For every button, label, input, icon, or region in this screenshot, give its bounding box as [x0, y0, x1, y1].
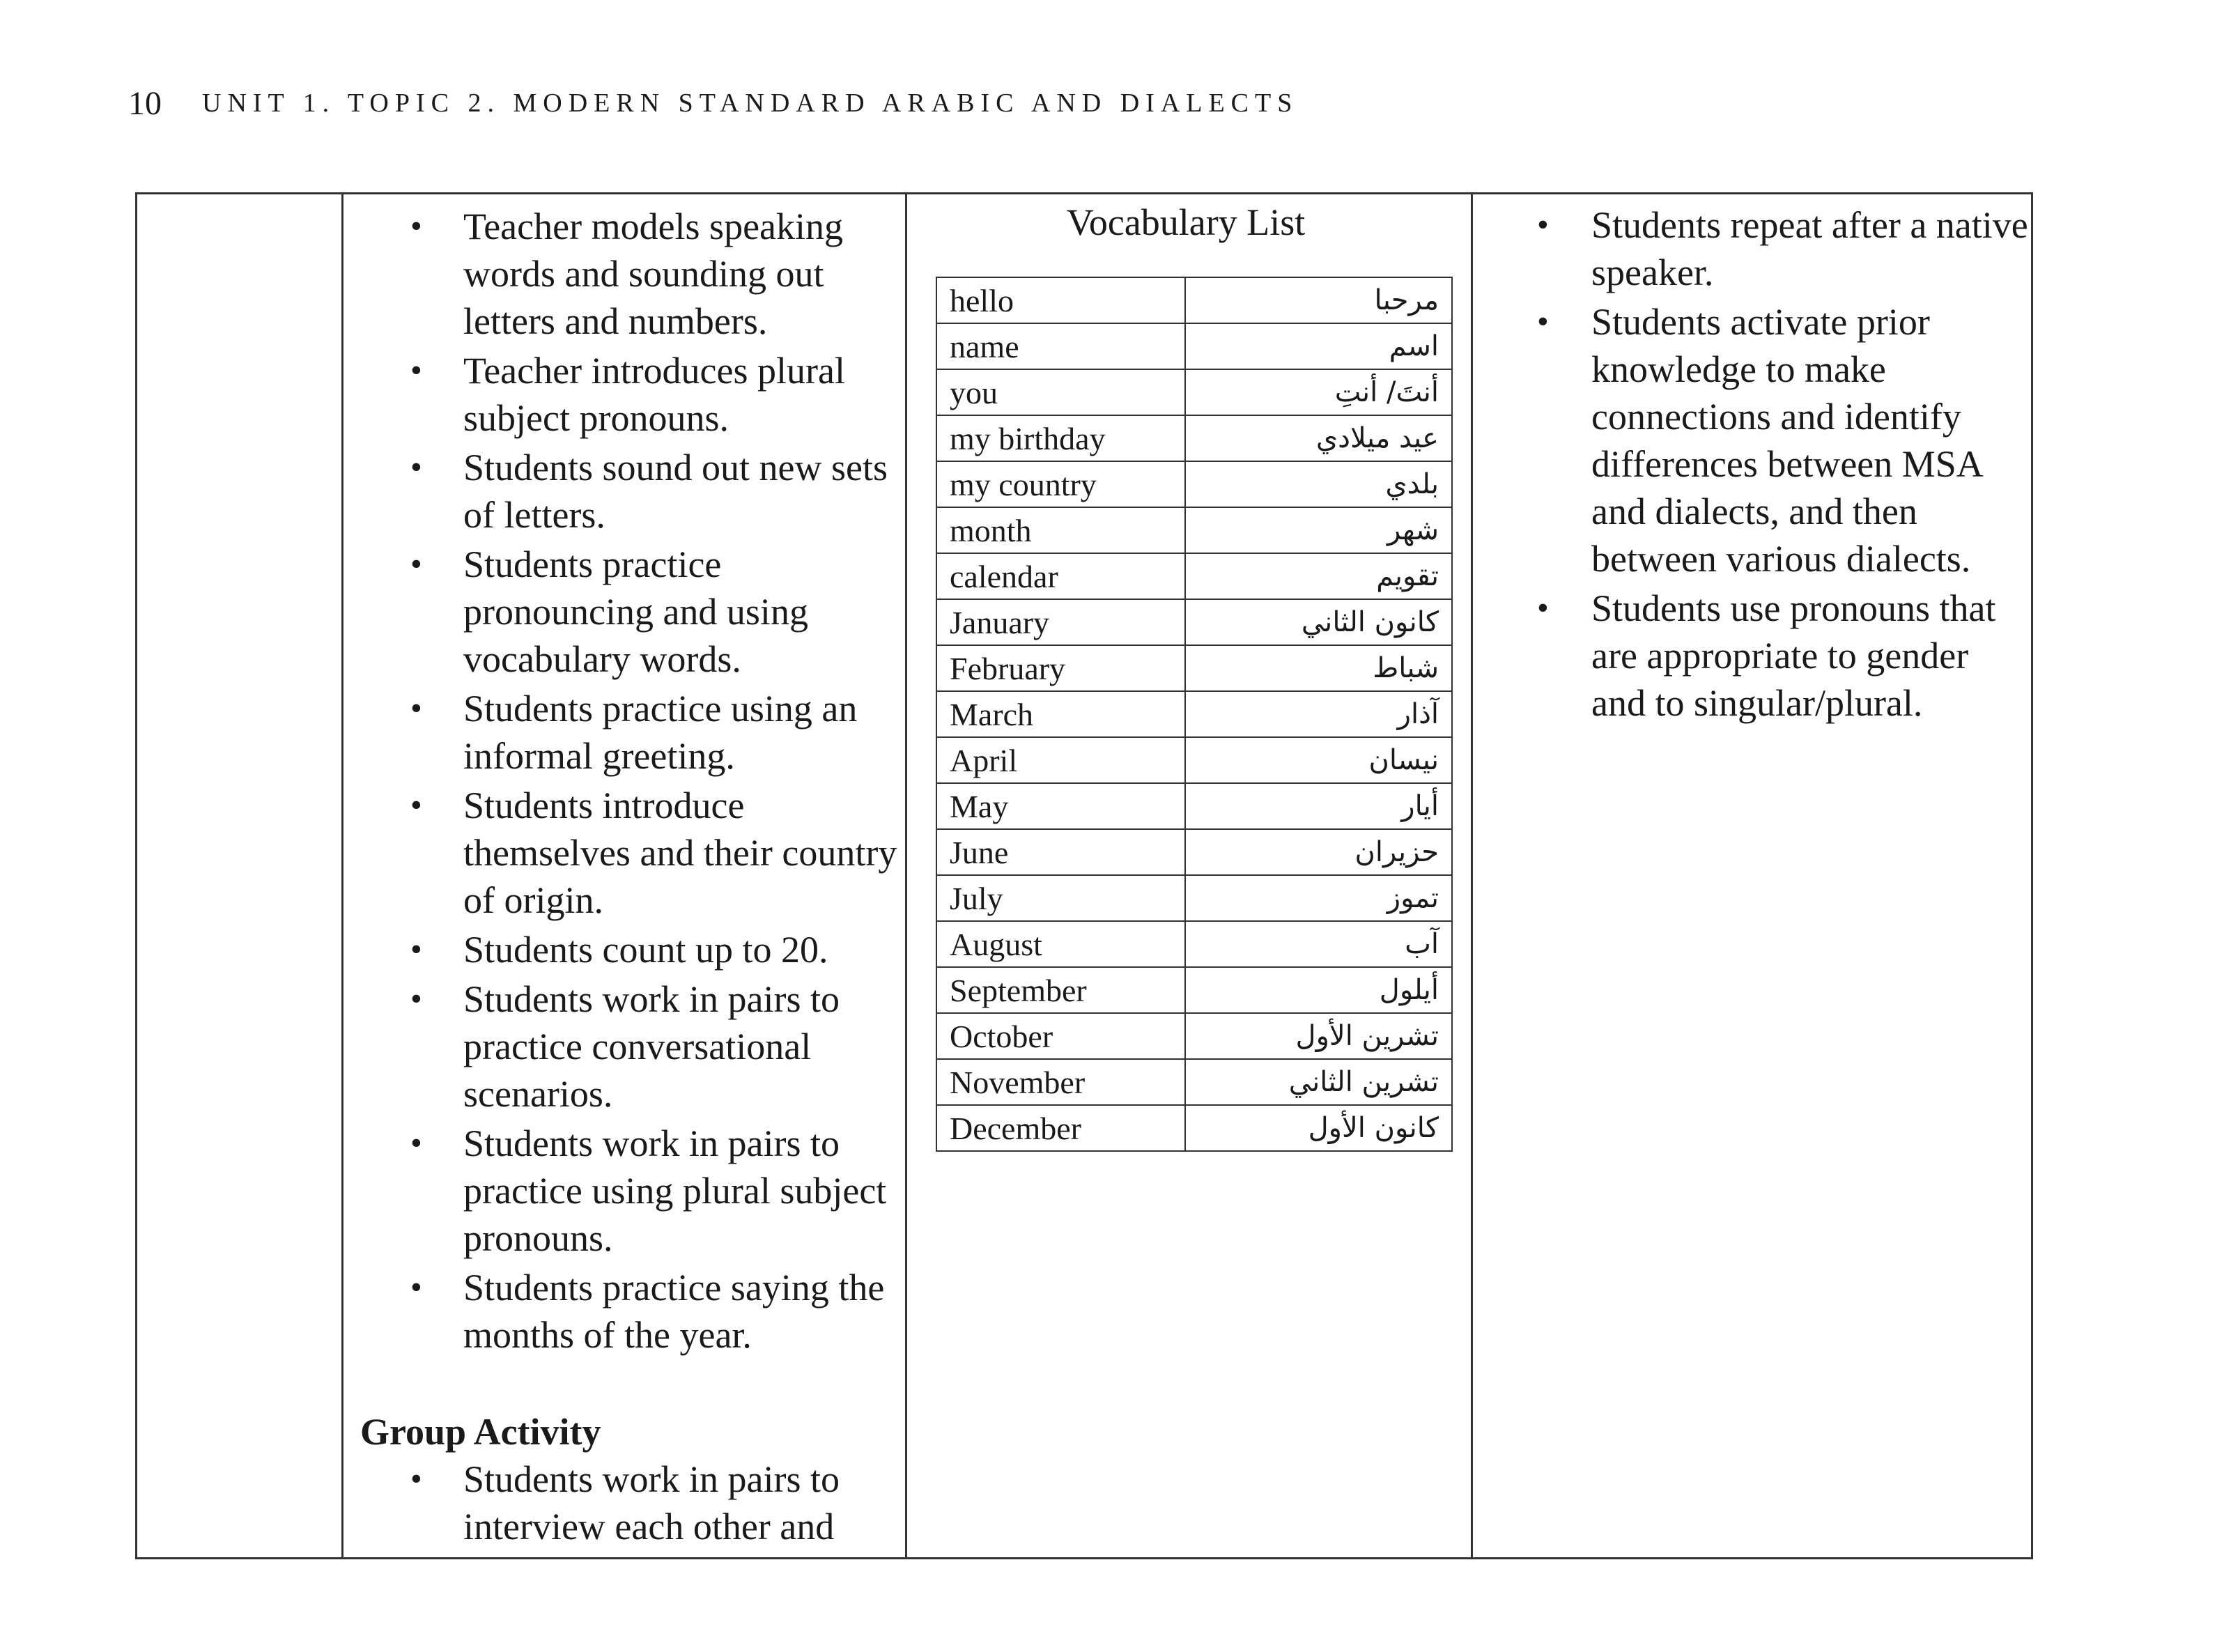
english-cell: November — [936, 1059, 1185, 1105]
list-item: • Students practice using an informal greeting. — [343, 685, 901, 780]
arabic-cell: مرحبا — [1185, 277, 1452, 323]
lesson-table — [135, 192, 2033, 1559]
table-row — [936, 921, 1452, 967]
english-cell: January — [936, 599, 1185, 645]
table-row — [936, 875, 1452, 921]
arabic-cell: تشرين الأول — [1185, 1013, 1452, 1059]
table-row — [936, 415, 1452, 461]
table-row — [936, 461, 1452, 507]
table-row — [936, 967, 1452, 1013]
list-item: • Students sound out new sets of letters. — [343, 444, 901, 539]
list-item: • Teacher models speaking words and sounding out letters and numbers. — [343, 203, 901, 345]
vocabulary-column — [907, 194, 1473, 1557]
table-row — [936, 369, 1452, 415]
english-cell: my birthday — [936, 415, 1185, 461]
english-cell: month — [936, 507, 1185, 553]
table-row — [936, 1059, 1452, 1105]
english-cell: my country — [936, 461, 1185, 507]
arabic-cell: شهر — [1185, 507, 1452, 553]
english-cell: March — [936, 691, 1185, 737]
list-item: • Students practice saying the months of the year. — [343, 1264, 901, 1359]
running-title: UNIT 1. TOPIC 2. MODERN STANDARD ARABIC AND DIALECTS — [202, 88, 1299, 118]
group-activity-heading: Group Activity — [360, 1411, 601, 1453]
list-item: • Students work in pairs to practice conversational scenarios. — [343, 975, 901, 1118]
arabic-cell: آذار — [1185, 691, 1452, 737]
english-cell: you — [936, 369, 1185, 415]
list-item: • Students work in pairs to interview each other and — [343, 1456, 901, 1550]
english-cell: July — [936, 875, 1185, 921]
arabic-cell: عيد ميلادي — [1185, 415, 1452, 461]
arabic-cell: تقويم — [1185, 553, 1452, 599]
vocabulary-table — [936, 277, 1453, 1152]
list-item: • Teacher introduces plural subject pronouns. — [343, 347, 901, 442]
english-cell: August — [936, 921, 1185, 967]
table-row — [936, 553, 1452, 599]
arabic-cell: كانون الأول — [1185, 1105, 1452, 1151]
arabic-cell: آب — [1185, 921, 1452, 967]
activities-column — [343, 194, 907, 1557]
group-activity-list — [343, 1456, 901, 1552]
arabic-cell: أيلول — [1185, 967, 1452, 1013]
english-cell: May — [936, 783, 1185, 829]
english-cell: February — [936, 645, 1185, 691]
list-item: • Students count up to 20. — [343, 926, 901, 973]
table-row — [936, 277, 1452, 323]
table-row — [936, 1013, 1452, 1059]
english-cell: hello — [936, 277, 1185, 323]
page-number: 10 — [128, 84, 162, 122]
table-row — [936, 783, 1452, 829]
table-row — [936, 691, 1452, 737]
table-row — [936, 829, 1452, 875]
table-row — [936, 323, 1452, 369]
arabic-cell: بلدي — [1185, 461, 1452, 507]
english-cell: calendar — [936, 553, 1185, 599]
list-item: • Students introduce themselves and their country of origin. — [343, 782, 901, 924]
list-item: • Students work in pairs to practice using plural subject pronouns. — [343, 1120, 901, 1262]
arabic-cell: كانون الثاني — [1185, 599, 1452, 645]
running-head — [128, 82, 1298, 124]
activities-list — [343, 203, 901, 1361]
english-cell: December — [936, 1105, 1185, 1151]
english-cell: April — [936, 737, 1185, 783]
english-cell: June — [936, 829, 1185, 875]
arabic-cell: اسم — [1185, 323, 1452, 369]
list-item: • Students use pronouns that are appropriate to gender and to singular/plural. — [1473, 585, 2030, 727]
table-row — [936, 1105, 1452, 1151]
arabic-cell: تموز — [1185, 875, 1452, 921]
list-item: • Students practice pronouncing and using vocabulary words. — [343, 541, 901, 683]
list-item: • Students repeat after a native speaker. — [1473, 201, 2030, 296]
english-cell: name — [936, 323, 1185, 369]
table-row — [936, 599, 1452, 645]
arabic-cell: تشرين الثاني — [1185, 1059, 1452, 1105]
table-row — [936, 645, 1452, 691]
arabic-cell: شباط — [1185, 645, 1452, 691]
table-row — [936, 507, 1452, 553]
table-row — [936, 737, 1452, 783]
arabic-cell: أنتَ/ أنتِ — [1185, 369, 1452, 415]
english-cell: September — [936, 967, 1185, 1013]
arabic-cell: حزيران — [1185, 829, 1452, 875]
arabic-cell: أيار — [1185, 783, 1452, 829]
outcomes-column — [1473, 194, 2033, 1557]
empty-column — [137, 194, 343, 1557]
vocabulary-title: Vocabulary List — [1066, 201, 1306, 243]
outcomes-list — [1473, 201, 2030, 729]
list-item: • Students activate prior knowledge to make connections and identify differences between MSA and dialects, and then between various dialects. — [1473, 298, 2030, 582]
english-cell: October — [936, 1013, 1185, 1059]
arabic-cell: نيسان — [1185, 737, 1452, 783]
